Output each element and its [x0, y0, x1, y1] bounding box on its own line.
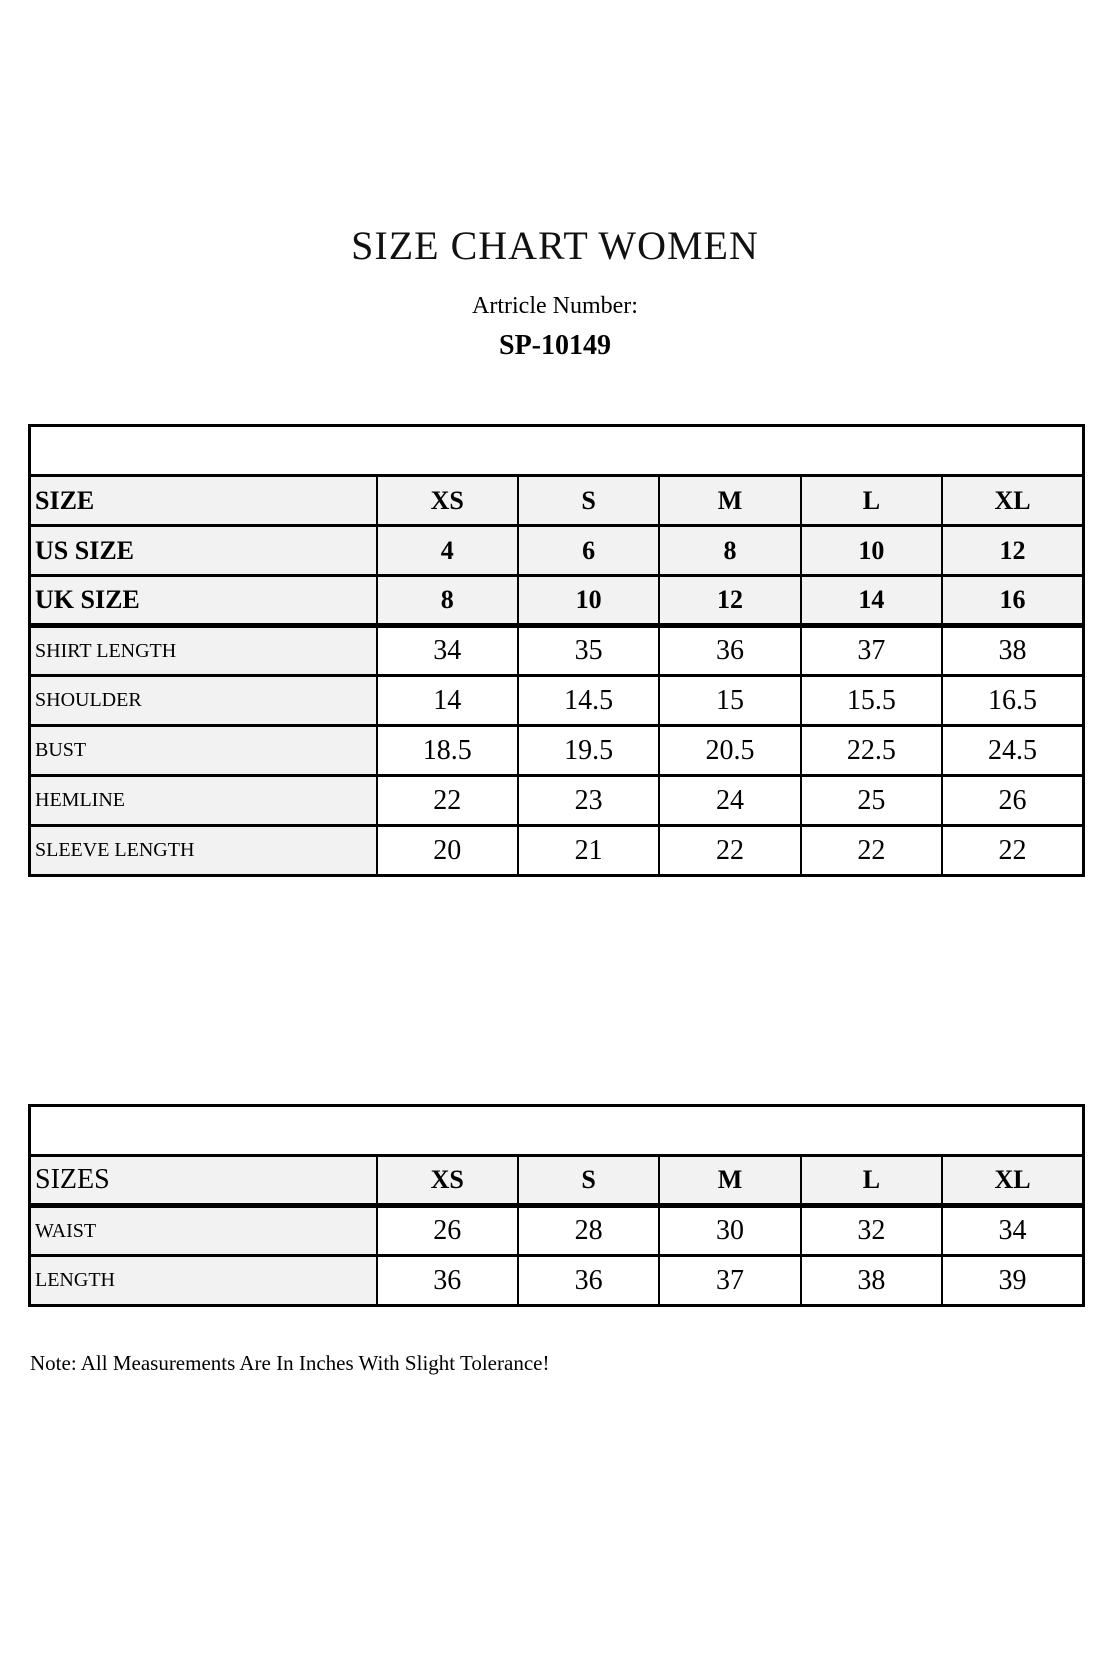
cell-value: 32: [801, 1206, 942, 1256]
cell-value: 16.5: [942, 676, 1083, 726]
article-number-label: Artricle Number:: [472, 293, 638, 319]
cell-value: 37: [659, 1256, 800, 1306]
table-row: [30, 826, 1084, 876]
cell-value: M: [659, 476, 800, 526]
row-label: LENGTH: [30, 1256, 377, 1306]
cell-value: 21: [518, 826, 659, 876]
trouser-table-title: TROUSER: [30, 1106, 1084, 1156]
cell-value: 25: [801, 776, 942, 826]
table-row: [30, 476, 1084, 526]
cell-value: 26: [942, 776, 1083, 826]
cell-value: 15.5: [801, 676, 942, 726]
cell-value: 34: [942, 1206, 1083, 1256]
cell-value: 22: [659, 826, 800, 876]
cell-value: 35: [518, 626, 659, 676]
shirt-table-title-row: [30, 426, 1084, 476]
cell-value: 14: [801, 576, 942, 626]
cell-value: 15: [659, 676, 800, 726]
shirt-table-title: SHIRT: [30, 426, 1084, 476]
cell-value: 14.5: [518, 676, 659, 726]
cell-value: 16: [942, 576, 1083, 626]
table-row: [30, 726, 1084, 776]
cell-value: 36: [377, 1256, 518, 1306]
cell-value: 37: [801, 626, 942, 676]
row-label: SIZE: [30, 476, 377, 526]
cell-value: 6: [518, 526, 659, 576]
cell-value: 12: [942, 526, 1083, 576]
row-label: UK SIZE: [30, 576, 377, 626]
table-row: [30, 576, 1084, 626]
cell-value: 22: [801, 826, 942, 876]
table-row: [30, 526, 1084, 576]
cell-value: 36: [659, 626, 800, 676]
table-row: [30, 1156, 1084, 1206]
cell-value: 10: [518, 576, 659, 626]
cell-value: 36: [518, 1256, 659, 1306]
cell-value: 38: [942, 626, 1083, 676]
cell-value: 34: [377, 626, 518, 676]
cell-value: 38: [801, 1256, 942, 1306]
row-label: SIZES: [30, 1156, 377, 1206]
cell-value: L: [801, 476, 942, 526]
trouser-table-title-row: [30, 1106, 1084, 1156]
cell-value: XS: [377, 476, 518, 526]
cell-value: 39: [942, 1256, 1083, 1306]
cell-value: 8: [659, 526, 800, 576]
cell-value: 30: [659, 1206, 800, 1256]
cell-value: 12: [659, 576, 800, 626]
row-label: US SIZE: [30, 526, 377, 576]
cell-value: 19.5: [518, 726, 659, 776]
cell-value: XL: [942, 1156, 1083, 1206]
cell-value: 22: [942, 826, 1083, 876]
cell-value: 4: [377, 526, 518, 576]
row-label: SHOULDER: [30, 676, 377, 726]
cell-value: XL: [942, 476, 1083, 526]
shirt-size-table: [28, 424, 1085, 877]
cell-value: S: [518, 1156, 659, 1206]
cell-value: 24: [659, 776, 800, 826]
cell-value: 24.5: [942, 726, 1083, 776]
cell-value: 20: [377, 826, 518, 876]
table-row: [30, 676, 1084, 726]
cell-value: 18.5: [377, 726, 518, 776]
row-label: HEMLINE: [30, 776, 377, 826]
cell-value: 20.5: [659, 726, 800, 776]
cell-value: 28: [518, 1206, 659, 1256]
cell-value: 23: [518, 776, 659, 826]
trouser-size-table: [28, 1104, 1085, 1307]
cell-value: 8: [377, 576, 518, 626]
measurement-note: Note: All Measurements Are In Inches With Slight Tolerance!: [30, 1351, 550, 1375]
article-number-value: SP-10149: [499, 330, 611, 361]
row-label: SHIRT LENGTH: [30, 626, 377, 676]
table-row: [30, 1206, 1084, 1256]
table-row: [30, 626, 1084, 676]
row-label: BUST: [30, 726, 377, 776]
cell-value: 26: [377, 1206, 518, 1256]
cell-value: 14: [377, 676, 518, 726]
page-title: SIZE CHART WOMEN: [351, 223, 759, 268]
table-row: [30, 776, 1084, 826]
cell-value: L: [801, 1156, 942, 1206]
table-row: [30, 1256, 1084, 1306]
cell-value: 10: [801, 526, 942, 576]
heading-block: [0, 0, 1110, 362]
cell-value: 22: [377, 776, 518, 826]
cell-value: XS: [377, 1156, 518, 1206]
row-label: SLEEVE LENGTH: [30, 826, 377, 876]
row-label: WAIST: [30, 1206, 377, 1256]
cell-value: M: [659, 1156, 800, 1206]
cell-value: 22.5: [801, 726, 942, 776]
cell-value: S: [518, 476, 659, 526]
